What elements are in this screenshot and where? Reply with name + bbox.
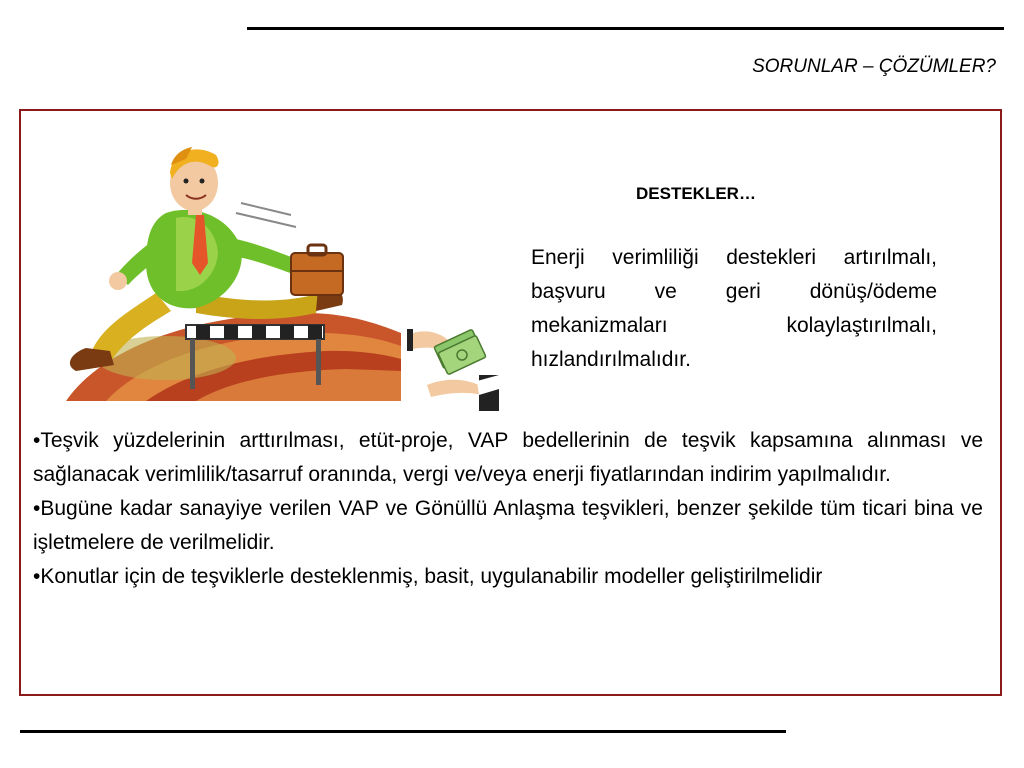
intro-paragraph: Enerji verimliliği destekleri artırılmalı, başvuru ve geri dönüş/ödeme mekanizmaları kolaylaştırılmalı, hızlandırılmalıdır. [531,246,937,371]
bottom-divider [20,730,786,733]
slide-title: SORUNLAR – ÇÖZÜMLER? [752,56,996,77]
businessman-hurdle-illustration [46,143,401,401]
bullet-item-1: •Teşvik yüzdelerinin arttırılması, etüt-proje, VAP bedellerinin de teşvik kapsamına alınması ve sağlanacak verimlilik/tasarruf oranında, vergi ve/veya enerji fiyatlarından indirim yapılmalıdır. [33,429,983,486]
bullet-list [33,424,983,594]
section-heading: DESTEKLER… [636,184,756,203]
bullet-item-3: •Konutlar için de teşviklerle desteklenmiş, basit, uygulanabilir modeller geliştirilmelidir [33,565,823,588]
bullet-item-2: •Bugüne kadar sanayiye verilen VAP ve Gönüllü Anlaşma teşvikleri, benzer şekilde tüm ticari bina ve işletmelere de verilmelidir. [33,497,983,554]
money-handover-illustration [407,319,499,411]
content-frame [19,109,1002,696]
top-divider [247,27,1004,30]
